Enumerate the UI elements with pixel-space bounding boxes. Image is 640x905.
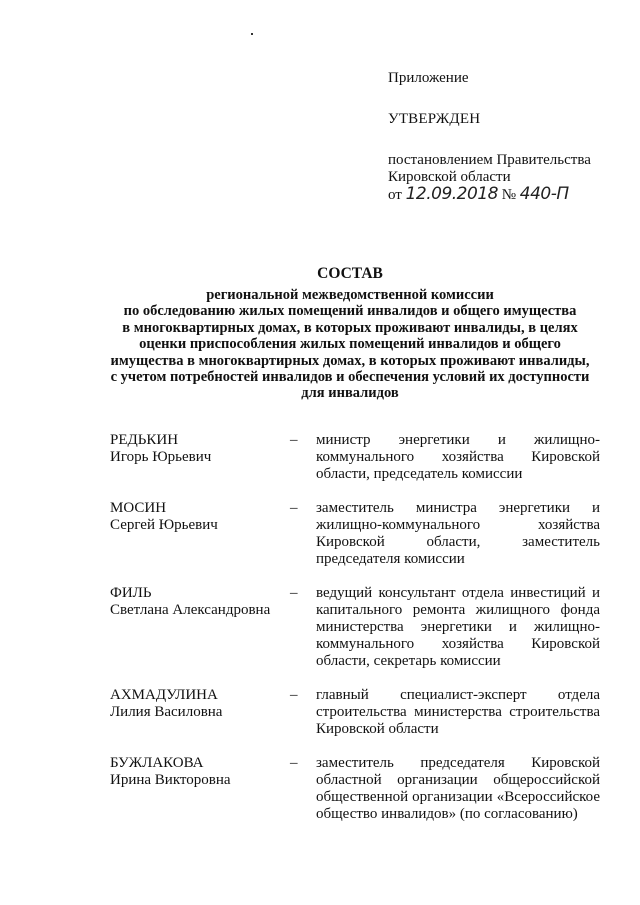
- member-entry: [110, 432, 600, 483]
- member-dash: –: [290, 687, 298, 703]
- number-prefix: №: [501, 187, 517, 203]
- members-list: [110, 432, 600, 840]
- decree-line-1: постановлением Правительства: [388, 152, 591, 168]
- member-given-name: Сергей Юрьевич: [110, 517, 218, 533]
- member-name: [110, 432, 290, 483]
- member-name: [110, 687, 290, 738]
- member-name: [110, 755, 290, 823]
- decree-line-2: Кировской области: [388, 169, 511, 185]
- date-prefix: от: [388, 187, 402, 203]
- member-dash: –: [290, 585, 298, 601]
- appendix-label: Приложение: [388, 70, 469, 86]
- member-given-name: Лилия Василовна: [110, 704, 223, 720]
- title-line: с учетом потребностей инвалидов и обеспечения условий их доступности: [110, 369, 590, 386]
- member-name: [110, 500, 290, 568]
- member-surname: АХМАДУЛИНА: [110, 687, 218, 703]
- title-main: СОСТАВ: [317, 265, 383, 282]
- handwritten-number: 440-П: [519, 184, 569, 204]
- title-line: оценки приспособления жилых помещений инвалидов и общего: [139, 336, 561, 353]
- title-line: для инвалидов: [301, 385, 399, 402]
- member-name: [110, 585, 290, 670]
- member-role: ведущий консультант отдела инвестиций и капитального ремонта жилищного фонда министерства энергетики и жилищно-коммунального хозяйства Кировской области, секретарь комиссии: [316, 585, 600, 669]
- title-line: по обследованию жилых помещений инвалидов и общего имущества: [123, 303, 577, 320]
- member-role: заместитель председателя Кировской областной организации общероссийской общественной организации «Всероссийское общество инвалидов» (по согласованию): [316, 755, 600, 822]
- member-role: министр энергетики и жилищно-коммунального хозяйства Кировской области, председатель комиссии: [316, 432, 600, 482]
- title-line: региональной межведомственной комиссии: [206, 287, 494, 303]
- member-given-name: Игорь Юрьевич: [110, 449, 212, 465]
- member-dash: –: [290, 755, 298, 771]
- member-entry: [110, 585, 600, 670]
- member-entry: [110, 687, 600, 738]
- member-role: заместитель министра энергетики и жилищно-коммунального хозяйства Кировской области, заместитель председателя комиссии: [316, 500, 600, 567]
- member-entry: [110, 500, 600, 568]
- member-surname: РЕДЬКИН: [110, 432, 179, 448]
- title-line: имущества в многоквартирных домах, в которых проживают инвалиды,: [110, 352, 590, 369]
- approval-block: [388, 70, 628, 204]
- member-surname: МОСИН: [110, 500, 167, 516]
- member-dash: –: [290, 500, 298, 516]
- member-dash: –: [290, 432, 298, 448]
- member-surname: БУЖЛАКОВА: [110, 755, 204, 771]
- decree-date-line: [388, 186, 628, 204]
- member-entry: [110, 755, 600, 823]
- document-title: [90, 265, 610, 402]
- handwritten-date: 12.09.2018: [405, 184, 498, 204]
- member-role: главный специалист-эксперт отдела строительства министерства строительства Кировской области: [316, 687, 600, 737]
- member-surname: ФИЛЬ: [110, 585, 152, 601]
- approved-label: УТВЕРЖДЕН: [388, 111, 481, 127]
- member-given-name: Ирина Викторовна: [110, 772, 231, 788]
- title-line: в многоквартирных домах, в которых проживают инвалиды, в целях: [122, 319, 578, 336]
- member-given-name: Светлана Александровна: [110, 602, 271, 618]
- scan-speck: [251, 33, 253, 35]
